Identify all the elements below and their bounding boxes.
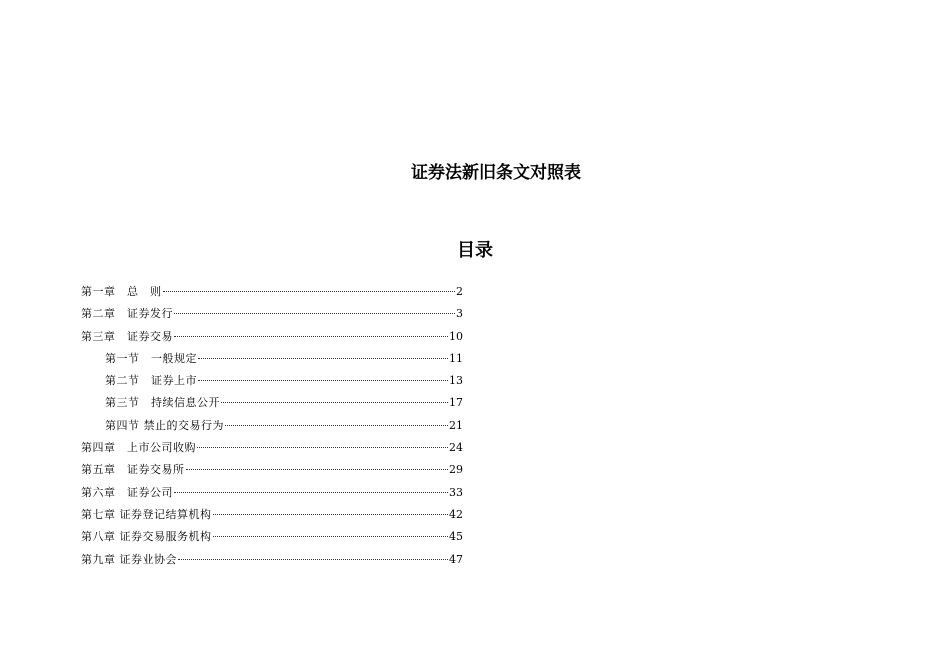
toc-leader-dots [174, 482, 448, 493]
toc-entry-section-1[interactable] [81, 350, 463, 372]
toc-entry-label: 第三章 证券交易 [81, 329, 173, 343]
toc-entry-label: 第一节 一般规定 [105, 351, 197, 365]
toc-leader-dots [225, 415, 448, 426]
toc-heading: 目录 [457, 240, 493, 261]
toc-entry-label: 第九章 证券业协会 [81, 552, 177, 566]
toc-entry-label: 第五章 证券交易所 [81, 463, 185, 477]
toc-entry-chapter-1[interactable] [81, 283, 463, 305]
document-title: 证券法新旧条文对照表 [411, 163, 581, 183]
toc-entry-label: 第三节 持续信息公开 [105, 396, 220, 410]
toc-entry-label: 第二节 证券上市 [105, 374, 197, 388]
toc-entry-section-3[interactable] [81, 394, 463, 416]
toc-leader-dots [213, 504, 449, 515]
toc-entry-section-2[interactable] [81, 372, 463, 394]
toc-entry-chapter-3[interactable] [81, 328, 463, 350]
toc-entry-chapter-6[interactable] [81, 484, 463, 506]
toc-entry-chapter-8[interactable] [81, 528, 463, 550]
toc-entry-chapter-5[interactable] [81, 461, 463, 483]
toc-entry-label: 第六章 证券公司 [81, 485, 173, 499]
toc-leader-dots [178, 549, 448, 560]
toc-entry-label: 第四节 禁止的交易行为 [105, 418, 224, 432]
toc-entry-chapter-2[interactable] [81, 305, 463, 327]
toc-leader-dots [174, 326, 448, 337]
toc-leader-dots [221, 392, 448, 403]
toc-page-number: 29 [449, 463, 463, 477]
toc-page-number: 42 [449, 507, 463, 521]
toc-leader-dots [198, 370, 448, 381]
toc-entry-chapter-9[interactable] [81, 551, 463, 573]
table-of-contents [81, 283, 463, 573]
toc-leader-dots [198, 348, 448, 359]
toc-entry-section-4[interactable] [81, 417, 463, 439]
toc-entry-label: 第四章 上市公司收购 [81, 441, 196, 455]
toc-entry-chapter-4[interactable] [81, 439, 463, 461]
toc-page-number: 33 [449, 485, 463, 499]
toc-page-number: 45 [449, 530, 463, 544]
toc-leader-dots [186, 459, 449, 470]
toc-entry-label: 第七章 证券登记结算机构 [81, 507, 212, 521]
toc-page-number: 47 [449, 552, 463, 566]
toc-entry-label: 第二章 证券发行 [81, 307, 173, 321]
toc-entry-label: 第八章 证券交易服务机构 [81, 530, 212, 544]
toc-page-number: 2 [456, 285, 463, 298]
toc-page-number: 11 [449, 351, 463, 365]
toc-entry-chapter-7[interactable] [81, 506, 463, 528]
toc-page-number: 13 [449, 374, 463, 388]
toc-leader-dots [197, 437, 448, 448]
toc-page-number: 3 [456, 307, 463, 321]
toc-leader-dots [163, 281, 456, 292]
toc-page-number: 24 [449, 441, 463, 455]
toc-leader-dots [213, 526, 449, 537]
toc-page-number: 10 [449, 329, 463, 343]
toc-page-number: 21 [449, 418, 463, 432]
toc-leader-dots [174, 303, 455, 314]
toc-entry-label: 第一章 总 则 [81, 285, 162, 298]
toc-page-number: 17 [449, 396, 463, 410]
